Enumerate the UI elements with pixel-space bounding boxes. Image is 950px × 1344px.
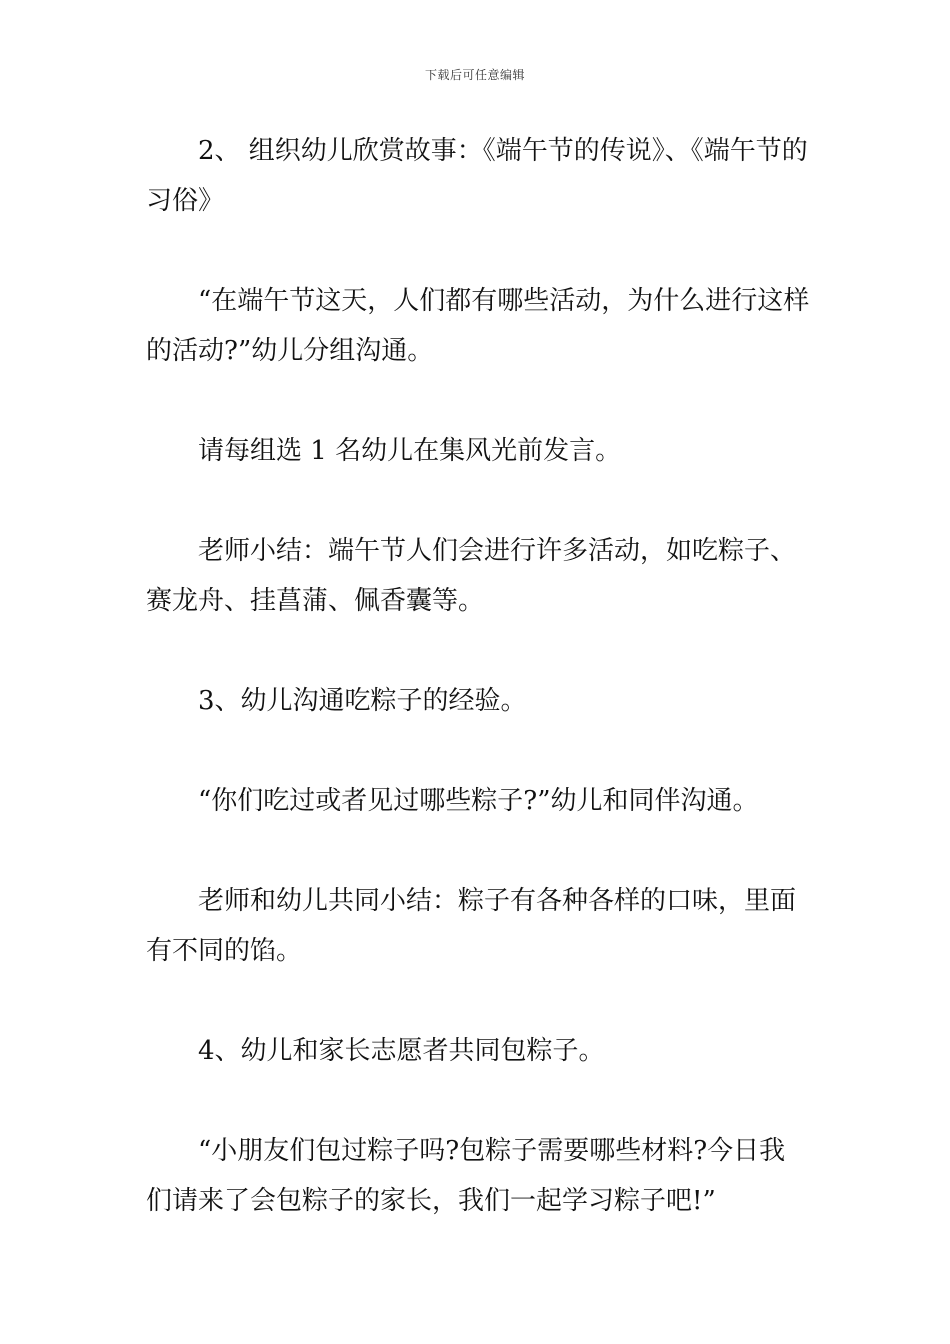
paragraph-spacer: [146, 476, 810, 526]
paragraph-spacer: [146, 1076, 810, 1126]
paragraph-spacer: [146, 626, 810, 676]
paragraph-spacer: [146, 226, 810, 276]
paragraph-question-wrapping: “小朋友们包过粽子吗?包粽子需要哪些材料?今日我们请来了会包粽子的家长，我们一起学习粽子吧!”: [146, 1136, 786, 1216]
paragraph-joint-summary: 老师和幼儿共同小结：粽子有各种各样的口味，里面有不同的馅。: [146, 886, 797, 966]
paragraph-spacer: [146, 826, 810, 876]
paragraph-teacher-summary: 老师小结：端午节人们会进行许多活动，如吃粽子、赛龙舟、挂菖蒲、佩香囊等。: [146, 536, 797, 616]
paragraph-spacer: [146, 376, 810, 426]
paragraph-spacer: [146, 726, 810, 776]
paragraph-question-activities: “在端午节这天，人们都有哪些活动，为什么进行这样的活动?”幼儿分组沟通。: [146, 286, 810, 366]
paragraph-step-4: 4、幼儿和家长志愿者共同包粽子。: [198, 1036, 605, 1066]
document-body: [146, 126, 810, 1226]
paragraph-spacer: [146, 976, 810, 1026]
page-header: 下载后可任意编辑: [424, 68, 525, 82]
paragraph-group-speaker: 请每组选 1 名幼儿在集风光前发言。: [198, 436, 622, 466]
paragraph-question-zongzi: “你们吃过或者见过哪些粽子?”幼儿和同伴沟通。: [198, 786, 759, 816]
paragraph-step-3: 3、幼儿沟通吃粽子的经验。: [198, 686, 527, 716]
paragraph-step-2: 2、 组织幼儿欣赏故事：《端午节的传说》、《端午节的习俗》: [146, 136, 808, 216]
